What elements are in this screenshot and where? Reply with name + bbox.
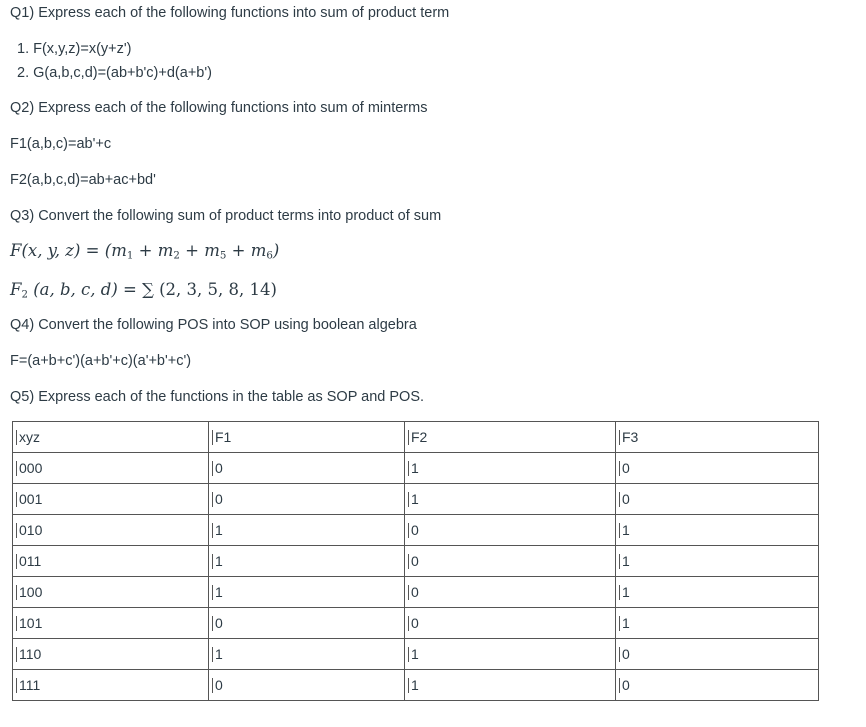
table-row: [13, 515, 819, 546]
table-cell: 111: [13, 670, 209, 701]
eq1-term-1: $m_1$: [111, 241, 134, 262]
table-cell: 0: [405, 577, 616, 608]
eq1-term-2: $m_2$: [157, 241, 180, 262]
table-cell: 0: [209, 453, 405, 484]
eq2-list: (2, 3, 5, 8, 14): [159, 280, 277, 299]
q3-equation-2: [10, 280, 277, 301]
eq2-lhs-name: F: [10, 280, 22, 299]
table-cell: 1: [405, 453, 616, 484]
sigma-symbol: ∑: [142, 280, 154, 299]
table-cell: 0: [616, 639, 819, 670]
table-cell: 0: [209, 670, 405, 701]
table-cell: 1: [616, 608, 819, 639]
table-row: [13, 670, 819, 701]
table-cell: 0: [405, 608, 616, 639]
truth-table: [12, 421, 819, 701]
table-cell: 1: [209, 546, 405, 577]
q1-heading: Q1) Express each of the following functions into sum of product term: [10, 5, 450, 21]
table-cell: F3: [616, 422, 819, 453]
table-row: [13, 484, 819, 515]
table-cell: 000: [13, 453, 209, 484]
table-cell: xyz: [13, 422, 209, 453]
table-cell: 1: [209, 639, 405, 670]
eq1-term-3: $m_5$: [204, 241, 227, 262]
table-cell: 0: [616, 453, 819, 484]
table-cell: 011: [13, 546, 209, 577]
q4-heading: Q4) Convert the following POS into SOP using boolean algebra: [10, 317, 417, 333]
table-cell: 010: [13, 515, 209, 546]
table-cell: 1: [405, 484, 616, 515]
table-cell: 001: [13, 484, 209, 515]
q4-expression: F=(a+b+c')(a+b'+c)(a'+b'+c'): [10, 353, 192, 369]
q2-function-f2: F2(a,b,c,d)=ab+ac+bd': [10, 172, 156, 188]
table-cell: 1: [616, 577, 819, 608]
table-row: [13, 577, 819, 608]
table-cell: 1: [405, 639, 616, 670]
table-cell: F2: [405, 422, 616, 453]
table-cell: 1: [209, 577, 405, 608]
table-cell: 1: [616, 515, 819, 546]
eq1-lhs: F(x, y, z) = (: [10, 241, 112, 260]
table-cell: 0: [209, 608, 405, 639]
table-cell: 0: [209, 484, 405, 515]
table-cell: 110: [13, 639, 209, 670]
eq2-args: (a, b, c, d) =: [33, 280, 143, 299]
q2-heading: Q2) Express each of the following functions into sum of minterms: [10, 100, 428, 116]
eq2-lhs-sub: 2: [21, 289, 28, 301]
q2-function-f1: F1(a,b,c)=ab'+c: [10, 136, 112, 152]
table-cell: 0: [405, 546, 616, 577]
q1-item-1: 1. F(x,y,z)=x(y+z'): [17, 41, 132, 57]
table-cell: 0: [616, 484, 819, 515]
q1-item-2: 2. G(a,b,c,d)=(ab+b'c)+d(a+b'): [17, 65, 212, 81]
table-cell: 1: [616, 546, 819, 577]
table-cell: 0: [405, 515, 616, 546]
table-row: [13, 546, 819, 577]
table-cell: 1: [209, 515, 405, 546]
table-cell: 0: [616, 670, 819, 701]
eq1-rhs: ): [272, 241, 280, 260]
table-cell: F1: [209, 422, 405, 453]
table-header-row: [13, 422, 819, 453]
table-cell: 1: [405, 670, 616, 701]
table-row: [13, 608, 819, 639]
table-row: [13, 639, 819, 670]
q5-heading: Q5) Express each of the functions in the table as SOP and POS.: [10, 389, 425, 405]
eq1-term-4: $m_6$: [250, 241, 273, 262]
q3-heading: Q3) Convert the following sum of product terms into product of sum: [10, 208, 442, 224]
table-cell: 100: [13, 577, 209, 608]
table-row: [13, 453, 819, 484]
table-cell: 101: [13, 608, 209, 639]
q3-equation-1: F(x, y, $z) = (m_1 + m_2 + m_5 + m_6)$: [10, 241, 280, 262]
